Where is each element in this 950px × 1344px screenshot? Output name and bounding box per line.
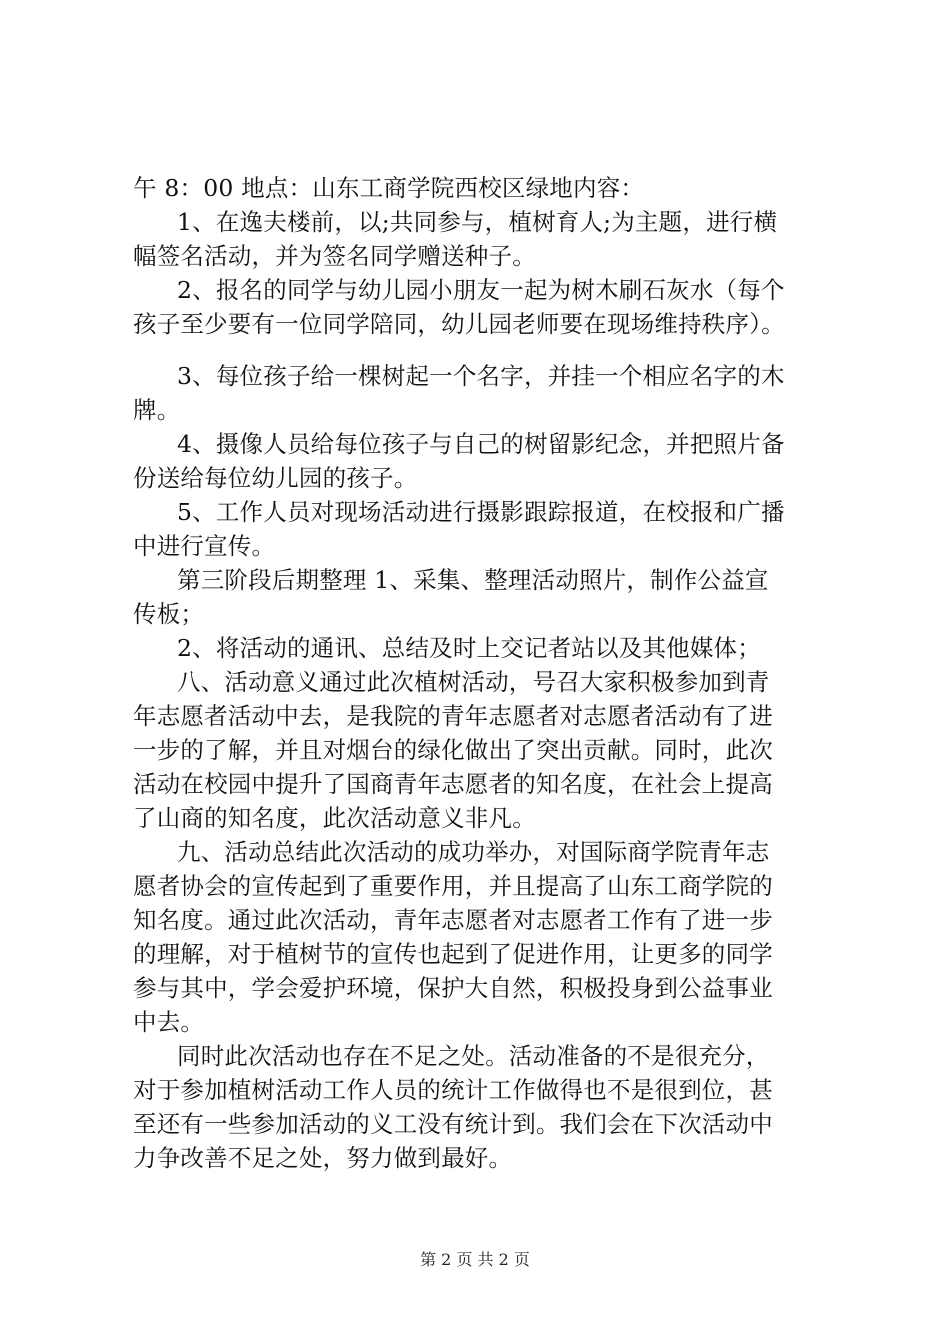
text-line: 至还有一些参加活动的义工没有统计到。我们会在下次活动中: [133, 1110, 773, 1138]
text-line: 牌。: [133, 396, 181, 424]
text-line: 的理解，对于植树节的宣传也起到了促进作用，让更多的同学: [133, 940, 773, 968]
text-line: 2、将活动的通讯、总结及时上交记者站以及其他媒体；: [177, 634, 761, 662]
text-line: 中去。: [133, 1008, 205, 1036]
text-line: 参与其中，学会爱护环境，保护大自然，积极投身到公益事业: [133, 974, 773, 1002]
text-line: 知名度。通过此次活动，青年志愿者对志愿者工作有了进一步: [133, 906, 773, 934]
text-line: 愿者协会的宣传起到了重要作用，并且提高了山东工商学院的: [133, 872, 773, 900]
page-footer: 第 2 页 共 2 页: [420, 1250, 530, 1269]
text-line: 3、每位孩子给一棵树起一个名字，并挂一个相应名字的木: [177, 362, 785, 390]
text-line: 份送给每位幼儿园的孩子。: [133, 464, 418, 492]
text-line: 活动在校园中提升了国商青年志愿者的知名度，在社会上提高: [133, 770, 773, 798]
text-line: 4、摄像人员给每位孩子与自己的树留影纪念，并把照片备: [177, 430, 785, 458]
text-line: 传板；: [133, 600, 205, 628]
text-line: 年志愿者活动中去，是我院的青年志愿者对志愿者活动有了进: [133, 702, 773, 730]
text-line: 同时此次活动也存在不足之处。活动准备的不是很充分，: [177, 1042, 770, 1070]
text-line: 对于参加植树活动工作人员的统计工作做得也不是很到位，甚: [133, 1076, 773, 1104]
text-line: 力争改善不足之处，努力做到最好。: [133, 1144, 513, 1172]
text-line: 5、工作人员对现场活动进行摄影跟踪报道，在校报和广播: [177, 498, 785, 526]
text-line: 午 8：00 地点：山东工商学院西校区绿地内容：: [133, 174, 645, 202]
text-line: 八、活动意义通过此次植树活动，号召大家积极参加到青: [177, 668, 770, 696]
text-line: 一步的了解，并且对烟台的绿化做出了突出贡献。同时，此次: [133, 736, 773, 764]
text-line: 第三阶段后期整理 1、采集、整理活动照片，制作公益宣: [177, 566, 769, 594]
text-line: 了山商的知名度，此次活动意义非凡。: [133, 804, 536, 832]
text-line: 九、活动总结此次活动的成功举办，对国际商学院青年志: [177, 838, 770, 866]
text-line: 1、在逸夫楼前，以;共同参与，植树育人;为主题，进行横: [177, 208, 778, 236]
text-line: 中进行宣传。: [133, 532, 276, 560]
text-line: 孩子至少要有一位同学陪同，幼儿园老师要在现场维持秩序）。: [133, 310, 785, 338]
text-line: 幅签名活动，并为签名同学赠送种子。: [133, 242, 536, 270]
text-line: 2、报名的同学与幼儿园小朋友一起为树木刷石灰水（每个: [177, 276, 785, 304]
